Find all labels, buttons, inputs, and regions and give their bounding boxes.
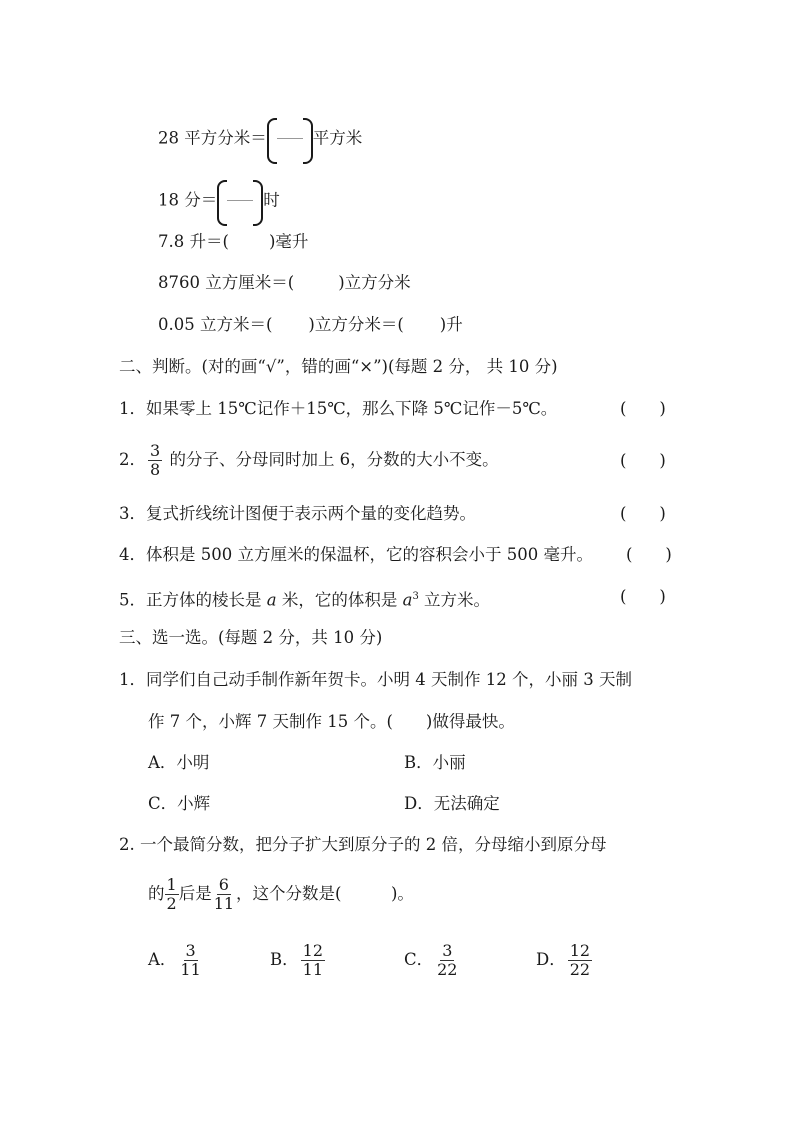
item-number: 2．: [119, 450, 146, 469]
conversion-left: 28 平方分米＝: [158, 128, 267, 148]
judge-item-1: [119, 398, 557, 420]
fraction-denominator: 11: [213, 894, 235, 913]
choice-q2-line2: [148, 874, 414, 914]
option-text: 小辉: [177, 794, 211, 813]
judge-answer-4[interactable]: ( ): [626, 545, 672, 564]
item-text: ，这个分数是( )。: [236, 884, 414, 903]
option-q1-a[interactable]: [148, 752, 209, 774]
item-number: 2.: [119, 835, 135, 854]
conversion-3: [158, 231, 308, 253]
item-text: 同学们自己动手制作新年贺卡。小明 4 天制作 12 个，小丽 3 天制: [146, 670, 632, 689]
fraction-denominator: 22: [437, 960, 458, 979]
choice-q1-line2: 作 7 个，小辉 7 天制作 15 个。( )做得最快。: [148, 712, 515, 731]
judge-item-4: [119, 544, 593, 566]
judge-answer-5[interactable]: ( ): [620, 587, 666, 606]
fraction-answer-blank[interactable]: [267, 118, 313, 160]
variable: a: [266, 590, 277, 610]
item-number: 3．: [119, 504, 146, 523]
fraction-denominator: 8: [150, 460, 161, 479]
item-number: 4．: [119, 545, 146, 564]
section-2-title: 二、判断。(对的画“√”，错的画“×”)(每题 2 分， 共 10 分): [119, 357, 558, 376]
section-3-title: 三、选一选。(每题 2 分，共 10 分): [119, 628, 383, 647]
variable: a: [402, 590, 413, 610]
item-number: 1．: [119, 670, 146, 689]
option-q2-b[interactable]: [270, 940, 327, 980]
conversion-4: [158, 272, 411, 294]
fraction-numerator: 3: [185, 941, 196, 960]
conversion-mid: )立方分米＝(: [308, 315, 404, 334]
item-text: 体积是 500 立方厘米的保温杯，它的容积会小于 500 毫升。: [146, 545, 593, 564]
judge-item-5: [119, 586, 490, 612]
option-label: B．: [404, 753, 433, 772]
option-q2-c[interactable]: [404, 940, 461, 980]
fraction: [435, 942, 459, 979]
fraction-numerator: 3: [442, 941, 453, 960]
judge-item-3: [119, 503, 476, 525]
conversion-1: [158, 118, 362, 160]
judge-item-2: [119, 440, 499, 480]
item-text: 的分子、分母同时加上 6，分数的大小不变。: [169, 450, 499, 469]
fraction-denominator: 22: [569, 960, 591, 979]
conversion-left: 0.05 立方米＝(: [158, 315, 273, 334]
fraction: [301, 942, 325, 979]
judge-answer-3[interactable]: ( ): [620, 504, 666, 523]
item-text: 一个最简分数，把分子扩大到原分子的 2 倍，分母缩小到原分母: [140, 835, 607, 854]
item-number: 1．: [119, 399, 146, 418]
fraction-numerator: 1: [166, 875, 177, 894]
item-text: 复式折线统计图便于表示两个量的变化趋势。: [146, 504, 476, 523]
fraction-numerator: 3: [150, 441, 161, 460]
conversion-right: 时: [263, 190, 280, 210]
option-label: A．: [148, 753, 177, 772]
fraction: [568, 942, 592, 979]
fraction-denominator: 11: [180, 960, 201, 979]
item-number: 5．: [119, 590, 146, 610]
item-text: 的: [148, 884, 165, 903]
option-text: 无法确定: [433, 794, 500, 813]
conversion-left: 18 分＝: [158, 190, 218, 210]
option-q2-a[interactable]: [148, 940, 205, 980]
judge-answer-1[interactable]: ( ): [620, 399, 666, 418]
option-label: C．: [404, 950, 434, 969]
fraction-denominator: 11: [302, 960, 323, 979]
fraction-half: [165, 876, 179, 913]
item-text: 立方米。: [418, 590, 491, 610]
option-q1-b[interactable]: [404, 752, 466, 774]
exponent: 3: [412, 591, 419, 602]
conversion-right: 平方米: [312, 128, 363, 148]
item-text: 正方体的棱长是: [146, 590, 267, 610]
item-text: 后是: [178, 884, 212, 903]
option-label: A．: [148, 950, 177, 969]
conversion-left: 8760 立方厘米＝(: [158, 273, 295, 292]
option-q2-d[interactable]: [536, 940, 594, 980]
judge-answer-2[interactable]: ( ): [620, 451, 666, 470]
fraction-denominator: 2: [166, 894, 177, 913]
item-text: 米，它的体积是: [276, 590, 403, 610]
fraction-numerator: 6: [218, 875, 229, 894]
fraction: [148, 442, 162, 479]
fraction: [178, 942, 202, 979]
option-text: 小明: [176, 753, 210, 772]
option-text: 小丽: [432, 753, 466, 772]
conversion-5: [158, 314, 463, 336]
option-label: B．: [270, 950, 299, 969]
conversion-left: 7.8 升＝(: [158, 232, 229, 251]
option-q1-c[interactable]: [148, 793, 210, 815]
option-label: D．: [536, 950, 566, 969]
item-text: 如果零上 15℃记作＋15℃，那么下降 5℃记作－5℃。: [146, 399, 558, 418]
conversion-2: [158, 180, 280, 222]
fraction-result: [212, 876, 236, 913]
fraction-numerator: 12: [302, 941, 323, 960]
choice-q1-line1: [119, 669, 632, 691]
option-label: D．: [404, 794, 434, 813]
conversion-right: )立方分米: [338, 273, 411, 292]
fraction-answer-blank[interactable]: [217, 180, 263, 222]
conversion-right: )升: [439, 315, 463, 334]
option-q1-d[interactable]: [404, 793, 500, 815]
choice-q2-line1: [119, 834, 607, 856]
option-label: C．: [148, 794, 178, 813]
conversion-right: )毫升: [268, 232, 309, 251]
fraction-numerator: 12: [569, 941, 591, 960]
